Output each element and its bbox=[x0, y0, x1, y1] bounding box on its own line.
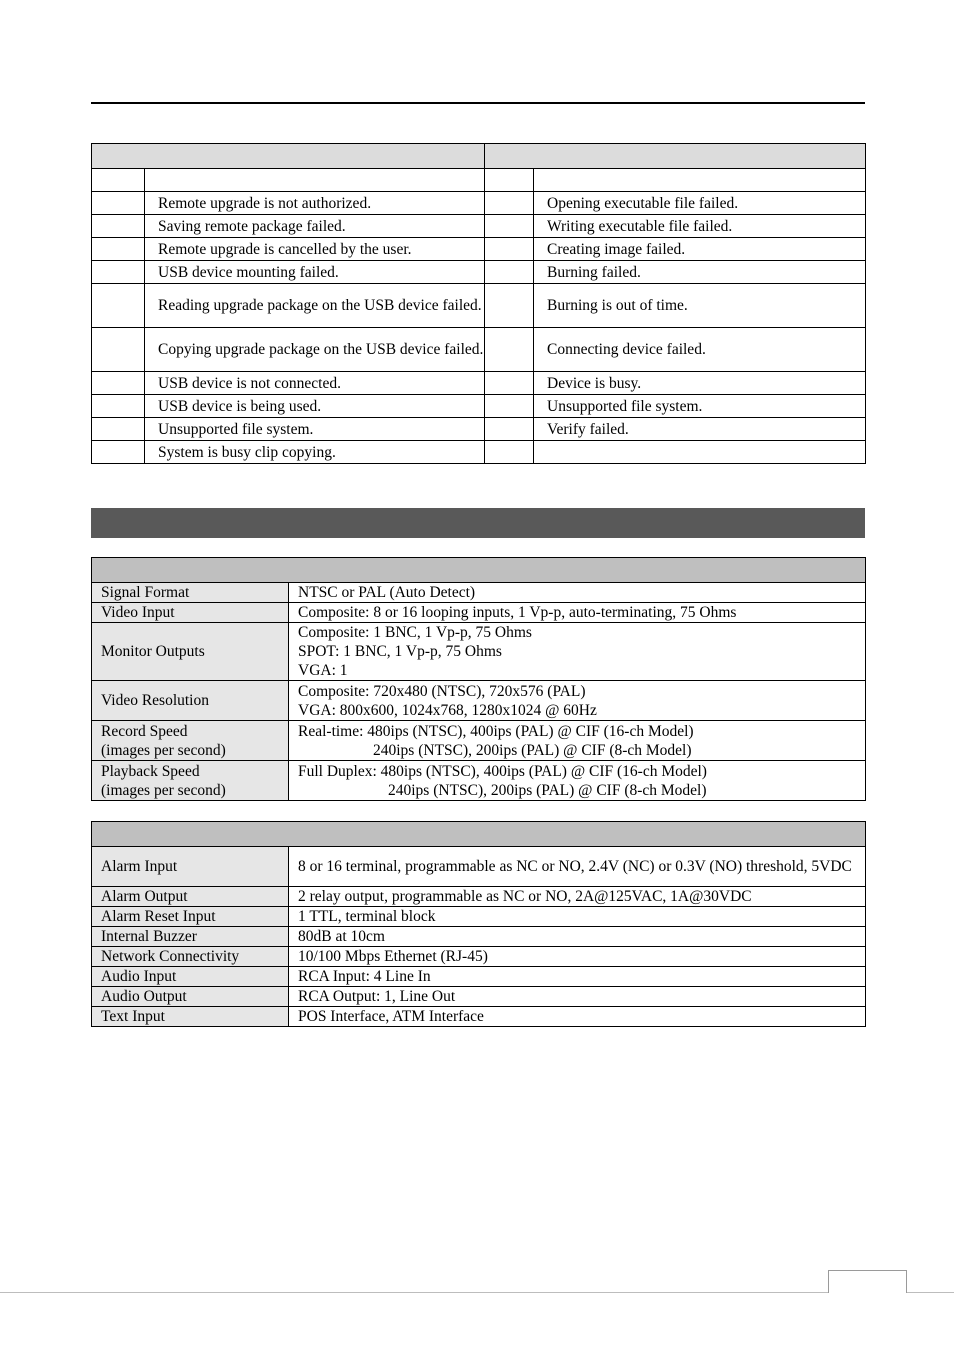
io-spec-table bbox=[91, 821, 866, 1027]
error-description: Unsupported file system. bbox=[534, 395, 866, 418]
error-description: USB device is being used. bbox=[145, 395, 485, 418]
spec-value: POS Interface, ATM Interface bbox=[289, 1007, 866, 1027]
error-description: Opening executable file failed. bbox=[534, 192, 866, 215]
spec-value-line: VGA: 1 bbox=[298, 662, 348, 679]
table-row bbox=[92, 987, 866, 1007]
io-spec-header bbox=[92, 822, 866, 847]
table-row bbox=[92, 721, 866, 761]
table-row bbox=[92, 927, 866, 947]
spec-label-line: (images per second) bbox=[101, 781, 226, 799]
spec-label: Audio Output bbox=[92, 987, 289, 1007]
table-row bbox=[92, 192, 866, 215]
table-row bbox=[92, 761, 866, 801]
error-code-table bbox=[91, 143, 866, 464]
spec-label bbox=[92, 721, 289, 761]
table-row bbox=[92, 284, 866, 328]
table-row bbox=[92, 169, 866, 192]
error-table-header-left bbox=[92, 144, 485, 169]
spec-value: NTSC or PAL (Auto Detect) bbox=[289, 583, 866, 603]
spec-label: Audio Input bbox=[92, 967, 289, 987]
table-row bbox=[92, 583, 866, 603]
error-description: Unsupported file system. bbox=[145, 418, 485, 441]
spec-value bbox=[289, 761, 866, 801]
table-row bbox=[92, 372, 866, 395]
table-row bbox=[92, 681, 866, 721]
header-rule bbox=[91, 102, 865, 104]
spec-label-line: Playback Speed bbox=[101, 762, 200, 780]
spec-label: Alarm Output bbox=[92, 887, 289, 907]
spec-value: 8 or 16 terminal, programmable as NC or NO, 2.4V (NC) or 0.3V (NO) threshold, 5VDC bbox=[289, 847, 866, 887]
table-row bbox=[92, 418, 866, 441]
spec-value bbox=[289, 721, 866, 761]
error-description: Remote upgrade is cancelled by the user. bbox=[145, 238, 485, 261]
table-row bbox=[92, 947, 866, 967]
error-description: Reading upgrade package on the USB device failed. bbox=[145, 284, 485, 328]
error-description: Device is busy. bbox=[534, 372, 866, 395]
section-heading-bar bbox=[91, 508, 865, 538]
video-spec-table bbox=[91, 557, 866, 801]
spec-value bbox=[289, 623, 866, 681]
table-row bbox=[92, 603, 866, 623]
spec-value-line: Composite: 1 BNC, 1 Vp-p, 75 Ohms bbox=[298, 624, 532, 641]
spec-label: Internal Buzzer bbox=[92, 927, 289, 947]
error-description: Burning failed. bbox=[534, 261, 866, 284]
table-row bbox=[92, 238, 866, 261]
error-description: Creating image failed. bbox=[534, 238, 866, 261]
spec-value-line: 240ips (NTSC), 200ips (PAL) @ CIF (8-ch Model) bbox=[373, 741, 692, 759]
error-description: USB device is not connected. bbox=[145, 372, 485, 395]
table-row bbox=[92, 328, 866, 372]
footer-rule bbox=[0, 1292, 954, 1293]
spec-value-line: Real-time: 480ips (NTSC), 400ips (PAL) @ CIF (16-ch Model) bbox=[298, 722, 694, 740]
error-description: Copying upgrade package on the USB device failed. bbox=[145, 328, 485, 372]
spec-label: Monitor Outputs bbox=[92, 623, 289, 681]
error-description: Burning is out of time. bbox=[534, 284, 866, 328]
spec-value: Composite: 8 or 16 looping inputs, 1 Vp-p, auto-terminating, 75 Ohms bbox=[289, 603, 866, 623]
spec-value: 1 TTL, terminal block bbox=[289, 907, 866, 927]
spec-label: Video Resolution bbox=[92, 681, 289, 721]
spec-value-line: VGA: 800x600, 1024x768, 1280x1024 @ 60Hz bbox=[298, 701, 597, 719]
spec-value-line: Full Duplex: 480ips (NTSC), 400ips (PAL) @ CIF (16-ch Model) bbox=[298, 762, 707, 780]
spec-label bbox=[92, 761, 289, 801]
spec-label: Alarm Input bbox=[92, 847, 289, 887]
table-row bbox=[92, 1007, 866, 1027]
spec-value-line: 240ips (NTSC), 200ips (PAL) @ CIF (8-ch Model) bbox=[388, 781, 707, 799]
error-description: Connecting device failed. bbox=[534, 328, 866, 372]
table-row bbox=[92, 847, 866, 887]
table-row bbox=[92, 215, 866, 238]
table-row bbox=[92, 441, 866, 464]
spec-value: RCA Input: 4 Line In bbox=[289, 967, 866, 987]
spec-label: Signal Format bbox=[92, 583, 289, 603]
error-table-header-row bbox=[92, 144, 866, 169]
spec-label-line: (images per second) bbox=[101, 741, 226, 759]
error-description: Verify failed. bbox=[534, 418, 866, 441]
video-spec-header bbox=[92, 558, 866, 583]
error-description bbox=[145, 169, 485, 192]
error-description: Saving remote package failed. bbox=[145, 215, 485, 238]
spec-value bbox=[289, 681, 866, 721]
page-number-tab bbox=[828, 1270, 907, 1293]
error-description: USB device mounting failed. bbox=[145, 261, 485, 284]
spec-value: 10/100 Mbps Ethernet (RJ-45) bbox=[289, 947, 866, 967]
spec-label: Text Input bbox=[92, 1007, 289, 1027]
table-row bbox=[92, 623, 866, 681]
spec-value-line: SPOT: 1 BNC, 1 Vp-p, 75 Ohms bbox=[298, 643, 502, 660]
table-row bbox=[92, 887, 866, 907]
spec-label: Alarm Reset Input bbox=[92, 907, 289, 927]
table-row bbox=[92, 907, 866, 927]
error-description: Writing executable file failed. bbox=[534, 215, 866, 238]
spec-value: 2 relay output, programmable as NC or NO, 2A@125VAC, 1A@30VDC bbox=[289, 887, 866, 907]
error-table-header-right bbox=[485, 144, 866, 169]
error-description bbox=[534, 169, 866, 192]
spec-value: 80dB at 10cm bbox=[289, 927, 866, 947]
spec-label: Video Input bbox=[92, 603, 289, 623]
table-row bbox=[92, 967, 866, 987]
table-row bbox=[92, 395, 866, 418]
spec-label-line: Record Speed bbox=[101, 722, 188, 740]
spec-value-line: Composite: 720x480 (NTSC), 720x576 (PAL) bbox=[298, 682, 586, 700]
error-description: Remote upgrade is not authorized. bbox=[145, 192, 485, 215]
error-description bbox=[534, 441, 866, 464]
table-row bbox=[92, 261, 866, 284]
spec-label: Network Connectivity bbox=[92, 947, 289, 967]
spec-value: RCA Output: 1, Line Out bbox=[289, 987, 866, 1007]
error-description: System is busy clip copying. bbox=[145, 441, 485, 464]
